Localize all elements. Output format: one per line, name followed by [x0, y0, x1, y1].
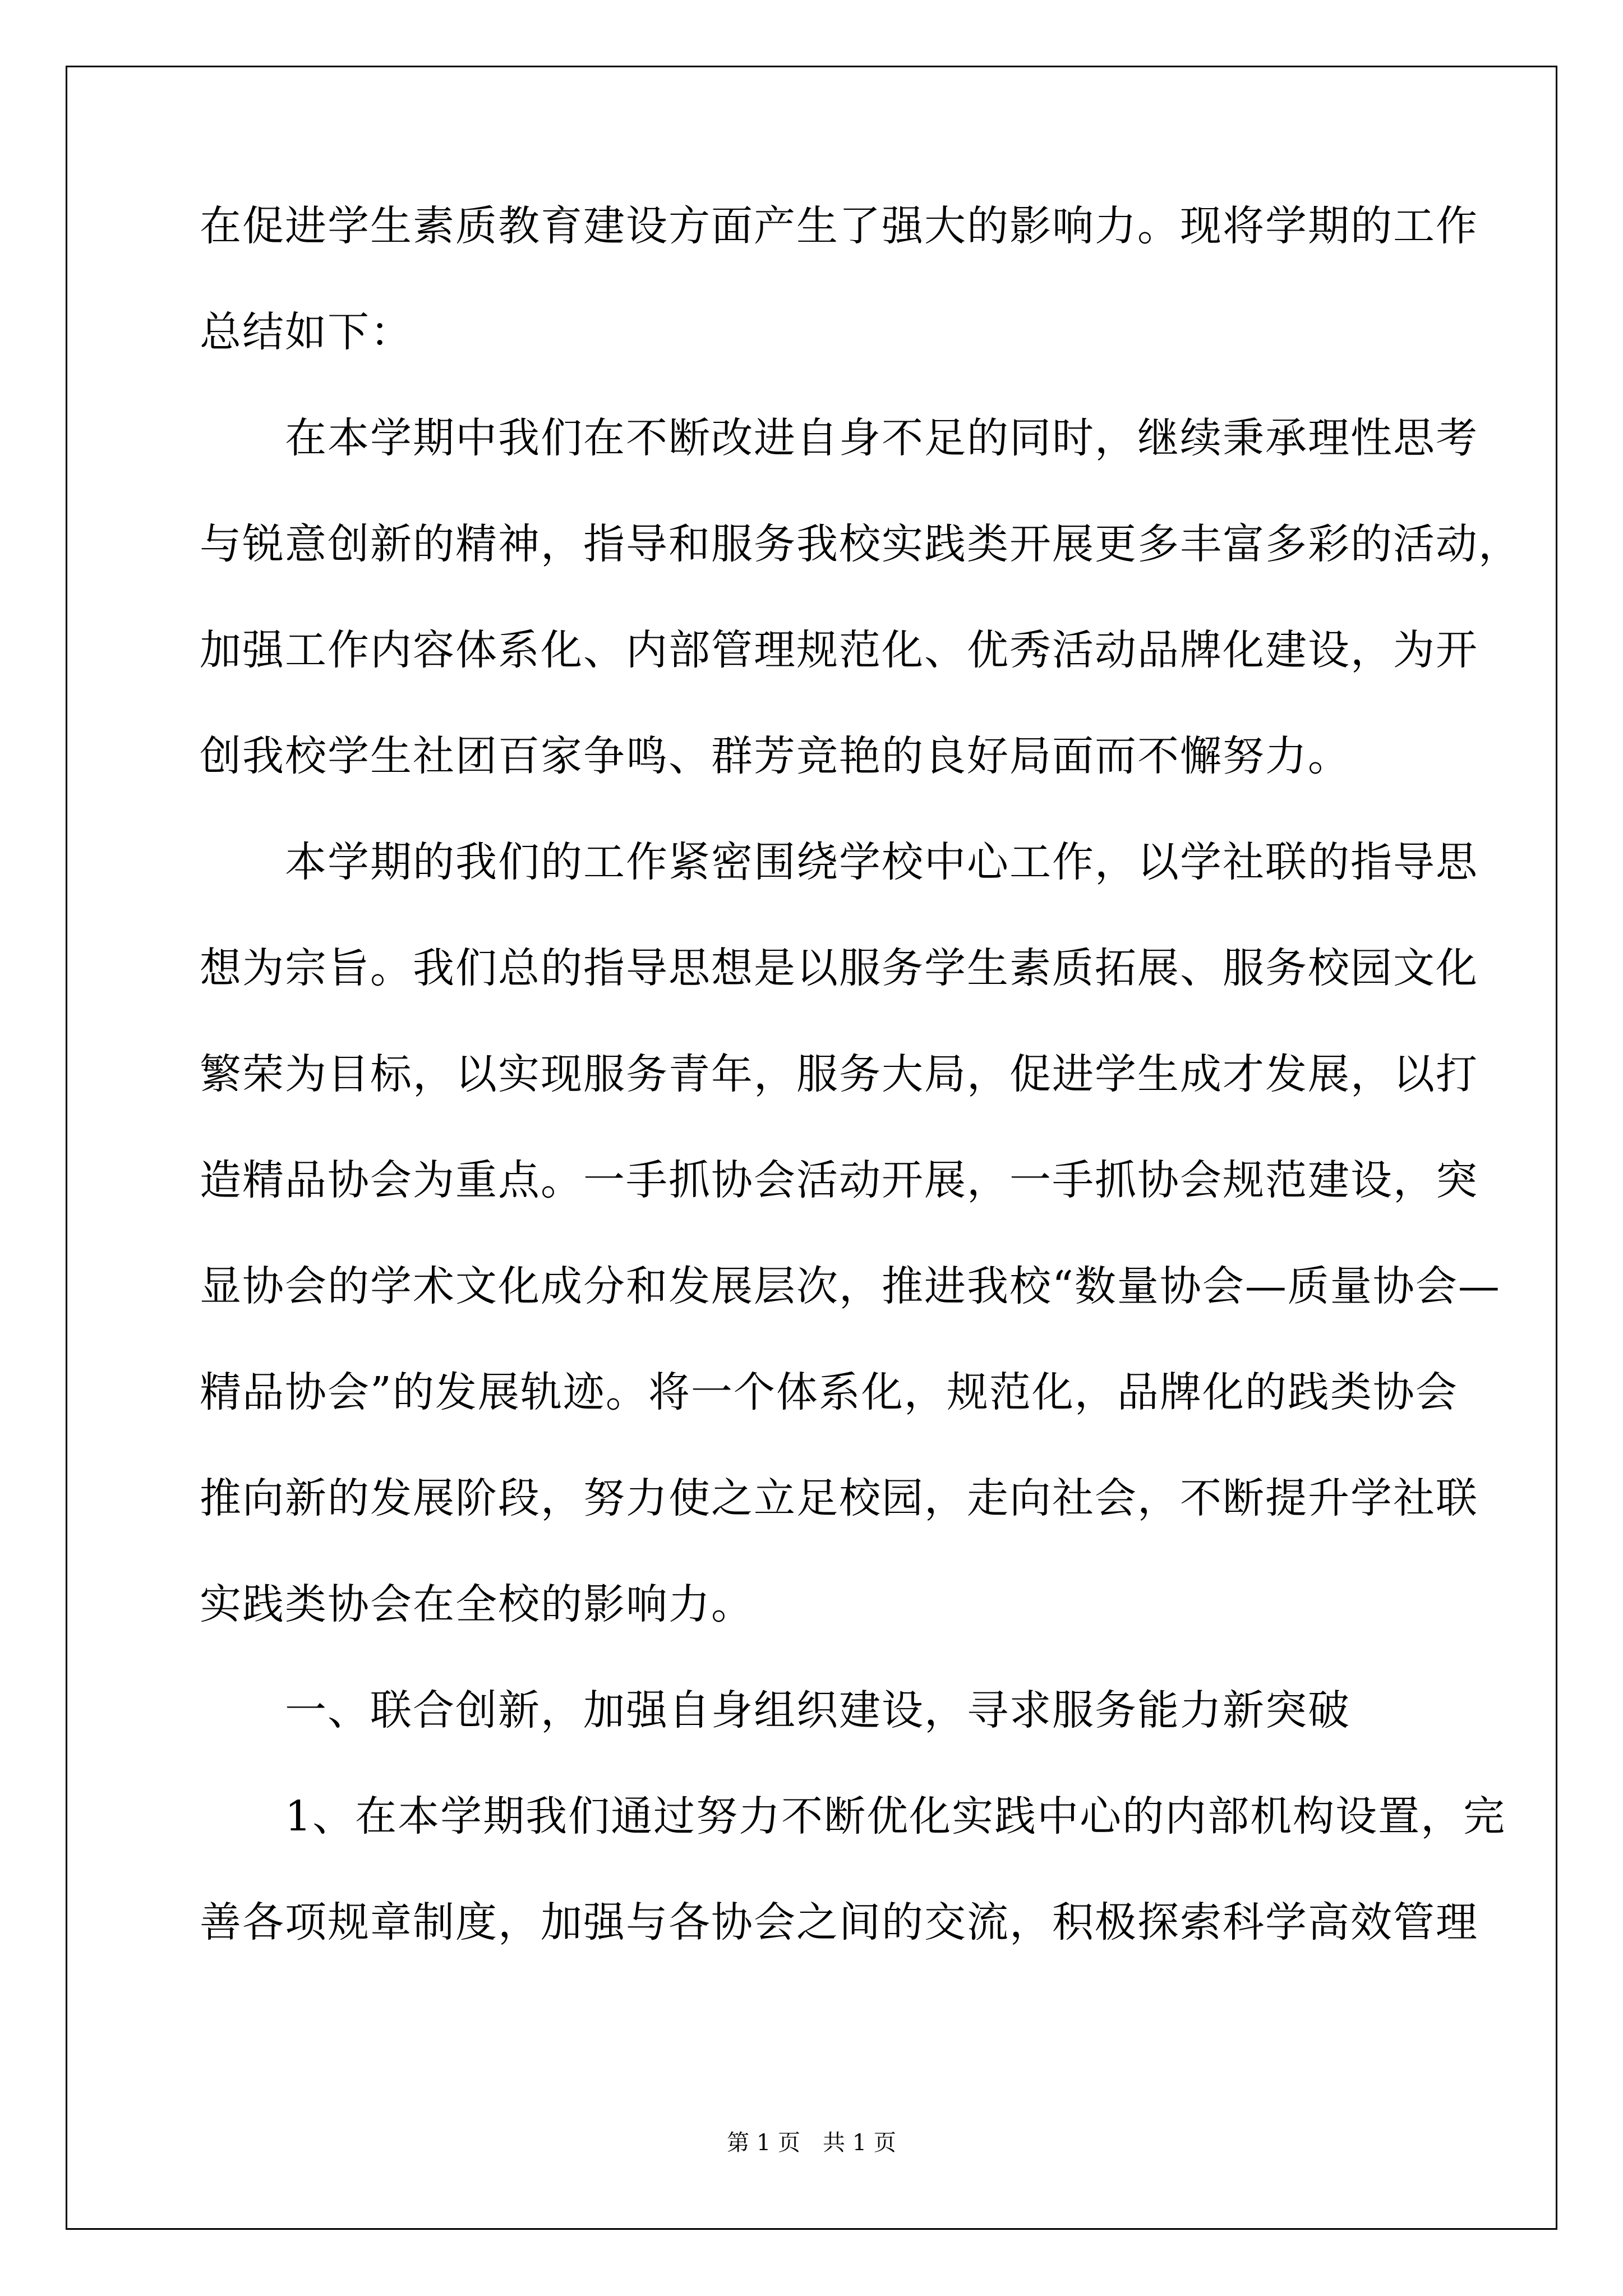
text-line: 与锐意创新的精神，指导和服务我校实践类开展更多丰富多彩的活动，: [200, 520, 1521, 568]
text-line: 造精品协会为重点。一手抓协会活动开展，一手抓协会规范建设，突: [200, 1156, 1478, 1204]
text-line: 在本学期中我们在不断改进自身不足的同时，继续秉承理性思考: [200, 414, 1478, 462]
text-line: 在促进学生素质教育建设方面产生了强大的影响力。现将学期的工作: [200, 202, 1478, 250]
text-line: 想为宗旨。我们总的指导思想是以服务学生素质拓展、服务校园文化: [200, 944, 1478, 992]
text-line: 1、在本学期我们通过努力不断优化实践中心的内部机构设置，完: [200, 1792, 1506, 1841]
text-line: 推向新的发展阶段，努力使之立足校园，走向社会，不断提升学社联: [200, 1474, 1478, 1522]
page-number-current: 第 1 页: [727, 2130, 800, 2156]
text-line: 创我校学生社团百家争鸣、群芳竞艳的良好局面而不懈努力。: [200, 732, 1350, 780]
page-number-total: 共 1 页: [823, 2130, 896, 2156]
text-line: 总结如下：: [200, 308, 413, 356]
text-line: 一、联合创新，加强自身组织建设，寻求服务能力新突破: [200, 1686, 1350, 1734]
text-line: 精品协会”的发展轨迹。将一个体系化，规范化，品牌化的践类协会: [200, 1368, 1458, 1416]
text-line: 善各项规章制度，加强与各协会之间的交流，积极探索科学高效管理: [200, 1898, 1478, 1947]
page-footer: [0, 2125, 1623, 2157]
text-line: 加强工作内容体系化、内部管理规范化、优秀活动品牌化建设，为开: [200, 626, 1478, 674]
text-line: 繁荣为目标，以实现服务青年，服务大局，促进学生成才发展，以打: [200, 1050, 1478, 1098]
text-line: 显协会的学术文化成分和发展层次，推进我校“数量协会—质量协会—: [200, 1262, 1501, 1310]
text-line: 本学期的我们的工作紧密围绕学校中心工作，以学社联的指导思: [200, 838, 1478, 886]
document-body: [200, 199, 1521, 1949]
text-line: 实践类协会在全校的影响力。: [200, 1580, 754, 1628]
